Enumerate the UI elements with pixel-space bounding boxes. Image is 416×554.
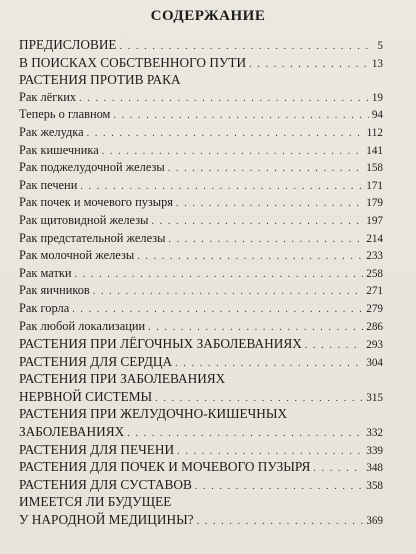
toc-entry: [19, 441, 383, 459]
toc-leader-dots: [313, 460, 363, 478]
toc-page-number: 315: [366, 391, 383, 404]
toc-leader-dots: [176, 195, 363, 213]
toc-entry-title: НЕРВНОЙ СИСТЕМЫ: [19, 388, 153, 404]
toc-entry: [19, 353, 383, 371]
toc-leader-dots: [148, 319, 363, 337]
toc-page-number: 271: [366, 285, 383, 298]
toc-entry: [19, 335, 383, 353]
toc-entry-title: РАСТЕНИЯ ДЛЯ СУСТАВОВ: [19, 476, 192, 492]
toc-entry: [19, 511, 383, 529]
toc-entry-title: В ПОИСКАХ СОБСТВЕННОГО ПУТИ: [19, 54, 247, 70]
toc-page-number: 19: [371, 91, 383, 104]
toc-leader-dots: [305, 337, 363, 355]
toc-page-number: 94: [371, 109, 383, 122]
toc-page-number: 348: [366, 462, 383, 475]
toc-page-number: 358: [366, 479, 383, 492]
toc-entry: [19, 89, 383, 107]
toc-entry-title: Теперь о главном: [19, 107, 111, 122]
toc-entry: [19, 458, 383, 476]
toc-entry-title: РАСТЕНИЯ ПРИ ЖЕЛУДОЧНО-КИШЕЧНЫХ: [19, 406, 288, 422]
toc-entry: [19, 230, 383, 248]
toc-entry: [19, 370, 383, 388]
toc-leader-dots: [102, 143, 364, 161]
toc-entry-title: У НАРОДНОЙ МЕДИЦИНЫ?: [19, 512, 194, 528]
toc-entry-title: Рак предстательной железы: [19, 230, 166, 245]
toc-entry-title: ПРЕДИСЛОВИЕ: [19, 37, 117, 52]
toc-entry-title: Рак поджелудочной железы: [19, 160, 165, 175]
toc-entry: [19, 106, 383, 124]
toc-entry-title: Рак щитовидной железы: [19, 212, 149, 227]
toc-page-number: 369: [366, 515, 383, 528]
toc-entry-title: ЗАБОЛЕВАНИЯХ: [19, 424, 125, 440]
toc-leader-dots: [249, 56, 369, 74]
toc-leader-dots: [75, 266, 364, 284]
toc-leader-dots: [197, 513, 364, 531]
toc-page-number: 293: [366, 339, 383, 352]
toc-page-number: 141: [366, 144, 383, 157]
toc-page-number: 158: [366, 162, 383, 175]
toc-entry: [19, 493, 383, 511]
toc-leader-dots: [79, 90, 369, 108]
toc-entry-title: Рак печени: [19, 177, 78, 192]
toc-page-number: 304: [366, 356, 383, 369]
toc-leader-dots: [168, 160, 364, 178]
toc-entry: [19, 212, 383, 230]
toc-page-number: 233: [366, 250, 383, 263]
toc-page-number: 332: [366, 427, 383, 440]
toc-entry: [19, 318, 383, 336]
toc-page-number: 5: [377, 40, 383, 52]
toc-entry-title: Рак лёгких: [19, 89, 77, 104]
toc-entry: [19, 159, 383, 177]
toc-entry-title: Рак любой локализации: [19, 318, 146, 333]
toc-entry: [19, 423, 383, 441]
toc-entry-title: РАСТЕНИЯ ПРОТИВ РАКА: [19, 72, 181, 88]
toc-page-number: 286: [366, 320, 383, 333]
toc-leader-dots: [151, 213, 363, 231]
toc-entry-title: Рак желудка: [19, 124, 84, 139]
toc-entry: [19, 194, 383, 212]
toc-page-number: 179: [366, 197, 383, 210]
toc-entry-title: РАСТЕНИЯ ДЛЯ ПЕЧЕНИ: [19, 441, 175, 457]
toc-page-number: 339: [366, 444, 383, 457]
toc-leader-dots: [93, 283, 363, 301]
page-title: СОДЕРЖАНИЕ: [150, 8, 266, 24]
toc-leader-dots: [87, 125, 364, 143]
toc-entry: [19, 142, 383, 160]
toc-entry-title: ИМЕЕТСЯ ЛИ БУДУЩЕЕ: [19, 494, 172, 510]
toc-entry-title: РАСТЕНИЯ ПРИ ЗАБОЛЕВАНИЯХ: [19, 371, 226, 387]
toc-entry-title: Рак молочной железы: [19, 248, 135, 263]
toc-entry: [19, 405, 383, 423]
toc-entry-title: Рак кишечника: [19, 142, 99, 157]
toc-leader-dots: [113, 107, 368, 125]
toc-entry: [19, 247, 383, 265]
toc-entry: [19, 177, 383, 195]
toc-entry-title: Рак горла: [19, 300, 70, 315]
toc-leader-dots: [72, 301, 363, 319]
toc-leader-dots: [195, 478, 363, 496]
toc-page-number: 214: [366, 232, 383, 245]
toc-page-number: 197: [366, 214, 383, 227]
toc-entry: [19, 36, 383, 54]
table-of-contents: [19, 36, 383, 529]
toc-entry: [19, 265, 383, 283]
toc-entry-title: Рак матки: [19, 265, 72, 280]
toc-entry: [19, 388, 383, 406]
toc-page-number: 171: [366, 179, 383, 192]
toc-entry: [19, 476, 383, 494]
toc-entry: [19, 54, 383, 72]
toc-entry: [19, 71, 383, 89]
toc-entry-title: РАСТЕНИЯ ПРИ ЛЁГОЧНЫХ ЗАБОЛЕВАНИЯХ: [19, 336, 302, 352]
toc-leader-dots: [80, 178, 363, 196]
toc-page-number: 112: [366, 126, 383, 139]
toc-page-number: 13: [371, 57, 383, 70]
toc-entry-title: Рак почек и мочевого пузыря: [19, 195, 174, 210]
toc-leader-dots: [168, 231, 363, 249]
toc-entry-title: РАСТЕНИЯ ДЛЯ СЕРДЦА: [19, 353, 173, 369]
toc-page-number: 258: [366, 267, 383, 280]
toc-entry: [19, 300, 383, 318]
toc-page-number: 279: [366, 302, 383, 315]
toc-entry-title: Рак яичников: [19, 283, 90, 298]
toc-entry-title: РАСТЕНИЯ ДЛЯ ПОЧЕК И МОЧЕВОГО ПУЗЫРЯ: [19, 459, 311, 475]
toc-entry: [19, 124, 383, 142]
toc-leader-dots: [137, 248, 363, 266]
toc-entry: [19, 282, 383, 300]
